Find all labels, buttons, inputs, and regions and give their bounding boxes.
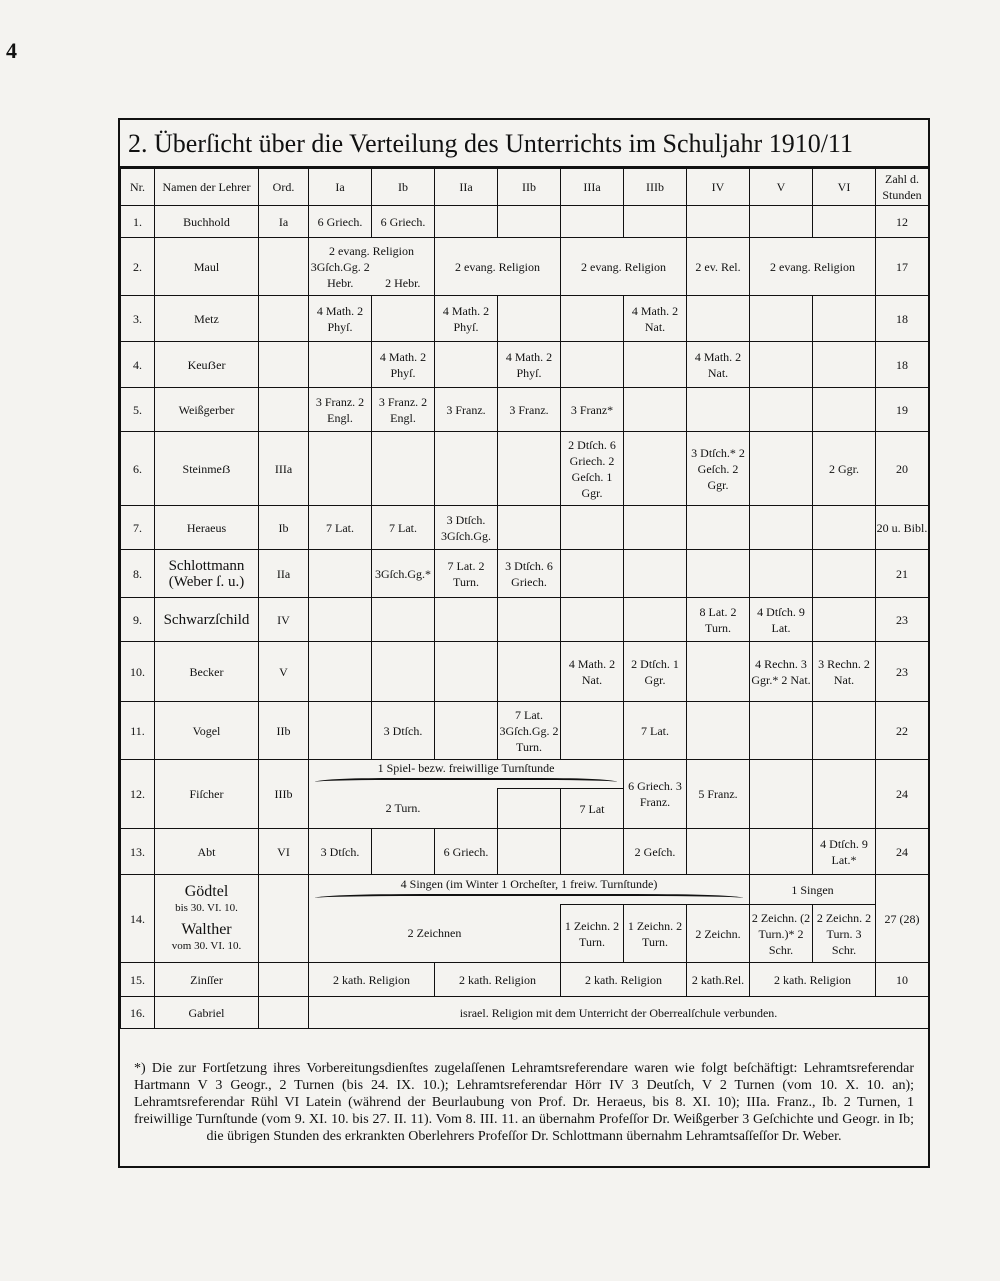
- row-number: 9.: [121, 598, 155, 642]
- cell: 3 Franz.: [498, 388, 561, 432]
- footnote-text: *) Die zur Fortſetzung ihres Vorbereitungsdienſtes zugelaſſenen Lehramtsreferendare waren wie folgt beſchäftigt: Lehramtsreferendar Hartmann V 3 Geogr., 2 Turnen (bis 24. IX. 10.); Lehramtsreferendar Hörr IV 3 Deutſch, V 2 Turnen (vom 10. X. 10. an); Lehramtsreferendar Rühl VI Latein (während der Beurlaubung von Prof. Dr. Heraeus, bis 8. XI. 10); IIIa. Franz., Ib. 2 Turnen, 1 freiwillige Turnſtunde (vom 9. XI. 10. bis 27. II. 11). Vom 8. III. 11. an übernahm Profeſſor Dr. Weißgerber 3 Geſchichte und Geogr. in Ib; die übrigen Stunden des erkrankten Oberlehrers Profeſſor Dr. Schlottmann übernahm Lehramtsaſſeſſor Dr. Weber.: [134, 1061, 914, 1144]
- cell: 2 kath.Rel.: [687, 963, 750, 997]
- cell: 4 Dtſch. 9 Lat.: [750, 598, 813, 642]
- teacher-name: [155, 875, 259, 963]
- cell: 7 Lat. 2 Turn.: [435, 550, 498, 598]
- header-cell: Nr.: [121, 169, 155, 206]
- row-number: 11.: [121, 702, 155, 760]
- teacher-name: Walther: [181, 920, 232, 938]
- cell: 4 Math. 2 Phyſ.: [309, 296, 372, 342]
- cell: 2 Zeichn. 2 Turn. 3 Schr.: [813, 905, 876, 963]
- cell: 3 Dtſch.* 2 Geſch. 2 Ggr.: [687, 432, 750, 506]
- cell: [309, 238, 435, 296]
- page-number: 4: [6, 38, 17, 63]
- cell: 6 Griech. 3 Franz.: [624, 760, 687, 829]
- teacher-name: Maul: [155, 238, 259, 296]
- cell: Ia: [259, 206, 309, 238]
- cell: 6 Griech.: [309, 206, 372, 238]
- table-row: [121, 506, 929, 550]
- teacher-name: Abt: [155, 829, 259, 875]
- cell: 12: [876, 206, 929, 238]
- cell: 3 Dtſch. 3Gſch.Gg.: [435, 506, 498, 550]
- header-cell: IIa: [435, 169, 498, 206]
- cell: 2 evang. Religion: [329, 243, 414, 258]
- cell: 3 Dtſch. 6 Griech.: [498, 550, 561, 598]
- cell: 20: [876, 432, 929, 506]
- row-number: 4.: [121, 342, 155, 388]
- cell: VI: [259, 829, 309, 875]
- header-cell: IV: [687, 169, 750, 206]
- cell: 3 Franz. 2 Engl.: [372, 388, 435, 432]
- cell: 4 Singen (im Winter 1 Orcheſter, 1 freiw. Turnſtunde): [400, 876, 658, 891]
- brace-mark: [315, 894, 743, 902]
- cell: 2 Geſch.: [624, 829, 687, 875]
- table-row: [121, 760, 929, 789]
- cell: 2 Dtſch. 1 Ggr.: [624, 642, 687, 702]
- row-number: 14.: [121, 875, 155, 963]
- cell: 1 Singen: [750, 875, 876, 905]
- cell: Ib: [259, 506, 309, 550]
- cell: 20 u. Bibl.: [876, 506, 929, 550]
- cell: 21: [876, 550, 929, 598]
- cell: 4 Math. 2 Nat.: [624, 296, 687, 342]
- table-row: [121, 550, 929, 598]
- header-cell: V: [750, 169, 813, 206]
- cell: IIIb: [259, 760, 309, 829]
- cell: [309, 875, 750, 905]
- cell: 23: [876, 598, 929, 642]
- cell: 18: [876, 296, 929, 342]
- teacher-name: Heraeus: [155, 506, 259, 550]
- table-row: [121, 875, 929, 905]
- cell: israel. Religion mit dem Unterricht der Oberrealſchule verbunden.: [309, 997, 929, 1029]
- cell: 2 Zeichn. (2 Turn.)* 2 Schr.: [750, 905, 813, 963]
- table-row: [121, 296, 929, 342]
- cell: 3 Franz. 2 Engl.: [309, 388, 372, 432]
- cell: 4 Math. 2 Nat.: [687, 342, 750, 388]
- header-cell: VI: [813, 169, 876, 206]
- cell: 18: [876, 342, 929, 388]
- cell: 3 Franz.: [435, 388, 498, 432]
- teacher-name: Zinſſer: [155, 963, 259, 997]
- row-number: 8.: [121, 550, 155, 598]
- cell: 7 Lat: [561, 789, 624, 829]
- cell: 4 Rechn. 3 Ggr.* 2 Nat.: [750, 642, 813, 702]
- cell: 2 Hebr.: [385, 275, 421, 290]
- cell: 2 evang. Religion: [435, 238, 561, 296]
- cell: 7 Lat.: [624, 702, 687, 760]
- cell: [309, 760, 624, 789]
- footnote: [120, 1050, 928, 1155]
- teacher-name: Vogel: [155, 702, 259, 760]
- cell: 1 Zeichn. 2 Turn.: [624, 905, 687, 963]
- cell: 7 Lat.: [372, 506, 435, 550]
- cell: IIb: [259, 702, 309, 760]
- teacher-name: Becker: [155, 642, 259, 702]
- row-number: 5.: [121, 388, 155, 432]
- cell: 24: [876, 760, 929, 829]
- teacher-name: Schwarzſchild: [155, 598, 259, 642]
- teacher-name: Buchhold: [155, 206, 259, 238]
- header-cell: IIb: [498, 169, 561, 206]
- cell: 2 Dtſch. 6 Griech. 2 Geſch. 1 Ggr.: [561, 432, 624, 506]
- row-number: 16.: [121, 997, 155, 1029]
- row-number: 13.: [121, 829, 155, 875]
- table-row: [121, 997, 929, 1029]
- cell: 2 kath. Religion: [309, 963, 435, 997]
- cell: 7 Lat.: [309, 506, 372, 550]
- table-row: [121, 238, 929, 296]
- cell: 24: [876, 829, 929, 875]
- table-row: [121, 342, 929, 388]
- cell: 6 Griech.: [435, 829, 498, 875]
- cell: 2 evang. Religion: [561, 238, 687, 296]
- cell: 4 Math. 2 Nat.: [561, 642, 624, 702]
- header-cell: Ord.: [259, 169, 309, 206]
- header-cell: Namen der Lehrer: [155, 169, 259, 206]
- table-row: [121, 963, 929, 997]
- cell: 7 Lat. 3Gſch.Gg. 2 Turn.: [498, 702, 561, 760]
- header-cell: Ia: [309, 169, 372, 206]
- cell: 8 Lat. 2 Turn.: [687, 598, 750, 642]
- table-row: [121, 388, 929, 432]
- cell: 3 Franz*: [561, 388, 624, 432]
- page-title: 2. Überſicht über die Verteilung des Unterrichts im Schuljahr 1910/11: [120, 120, 928, 168]
- cell: 4 Math. 2 Phyſ.: [372, 342, 435, 388]
- table-row: [121, 432, 929, 506]
- table-row: [121, 598, 929, 642]
- teacher-name: Metz: [155, 296, 259, 342]
- header-cell: IIIa: [561, 169, 624, 206]
- header-cell: Ib: [372, 169, 435, 206]
- cell: 2 Turn.: [309, 789, 498, 829]
- cell: 4 Dtſch. 9 Lat.*: [813, 829, 876, 875]
- teacher-name: Fiſcher: [155, 760, 259, 829]
- cell: V: [259, 642, 309, 702]
- table-row: [121, 642, 929, 702]
- cell: 4 Math. 2 Phyſ.: [435, 296, 498, 342]
- schedule-frame: [118, 118, 930, 1168]
- brace-mark: [315, 778, 617, 786]
- date: bis 30. VI. 10.: [175, 901, 238, 914]
- cell: 3Gſch.Gg. 2 Hebr.: [310, 259, 370, 290]
- cell: IIa: [259, 550, 309, 598]
- row-number: 2.: [121, 238, 155, 296]
- cell: IIIa: [259, 432, 309, 506]
- cell: 2 kath. Religion: [750, 963, 876, 997]
- cell: 23: [876, 642, 929, 702]
- row-number: 10.: [121, 642, 155, 702]
- header-cell: IIIb: [624, 169, 687, 206]
- cell: 2 evang. Religion: [750, 238, 876, 296]
- cell: 6 Griech.: [372, 206, 435, 238]
- cell: IV: [259, 598, 309, 642]
- row-number: 3.: [121, 296, 155, 342]
- teacher-name: Steinmeẞ: [155, 432, 259, 506]
- date: vom 30. VI. 10.: [171, 939, 242, 952]
- cell: 2 Zeichn.: [687, 905, 750, 963]
- cell: 3 Dtſch.: [309, 829, 372, 875]
- cell: 5 Franz.: [687, 760, 750, 829]
- table-row: [121, 206, 929, 238]
- cell: 2 ev. Rel.: [687, 238, 750, 296]
- teacher-name: Weißgerber: [155, 388, 259, 432]
- schedule-table: [120, 168, 929, 1029]
- header-cell: Zahl d. Stunden: [876, 169, 929, 206]
- teacher-name: Keuẞer: [155, 342, 259, 388]
- table-row: [121, 702, 929, 760]
- row-number: 1.: [121, 206, 155, 238]
- cell: 2 Zeichnen: [309, 905, 561, 963]
- teacher-name: Gabriel: [155, 997, 259, 1029]
- row-number: 6.: [121, 432, 155, 506]
- cell: 17: [876, 238, 929, 296]
- header-row: [121, 169, 929, 206]
- row-number: 7.: [121, 506, 155, 550]
- cell: 3Gſch.Gg.*: [372, 550, 435, 598]
- cell: 3 Dtſch.: [372, 702, 435, 760]
- teacher-name: Gödtel: [184, 882, 229, 900]
- cell: 1 Spiel- bezw. freiwillige Turnſtunde: [377, 761, 555, 775]
- cell: 2 kath. Religion: [561, 963, 687, 997]
- cell: 2 Ggr.: [813, 432, 876, 506]
- cell: 10: [876, 963, 929, 997]
- row-number: 15.: [121, 963, 155, 997]
- cell: 1 Zeichn. 2 Turn.: [561, 905, 624, 963]
- table-row: [121, 829, 929, 875]
- cell: 27 (28): [876, 875, 929, 963]
- cell: 4 Math. 2 Phyſ.: [498, 342, 561, 388]
- cell: 2 kath. Religion: [435, 963, 561, 997]
- cell: 22: [876, 702, 929, 760]
- teacher-name: Schlottmann (Weber ſ. u.): [155, 550, 259, 598]
- cell: 19: [876, 388, 929, 432]
- row-number: 12.: [121, 760, 155, 829]
- cell: 3 Rechn. 2 Nat.: [813, 642, 876, 702]
